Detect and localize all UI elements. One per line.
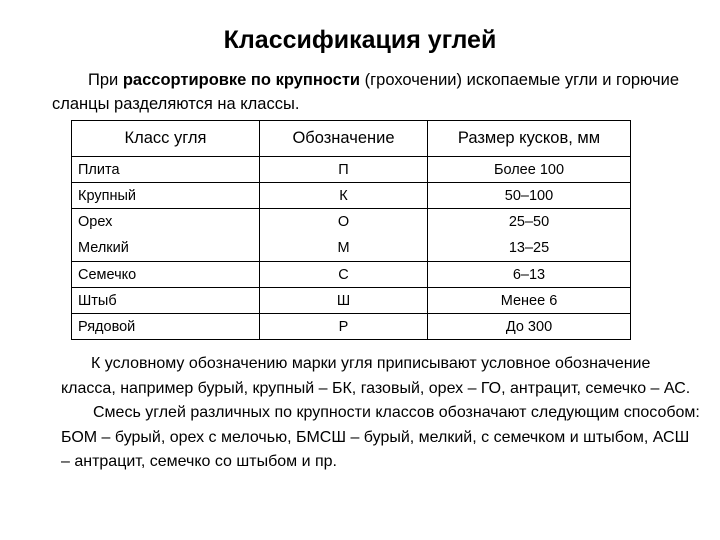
note-mixture-text: Смесь углей различных по крупности классов обозначают следующим способом: БОМ – бурый, орех с мелочью, БМСШ – бурый, мелкий, с семечком и штыбом, АСШ – антрацит, семечко со штыбом и пр. xyxy=(61,404,700,470)
cell-class-name: Плита xyxy=(72,157,260,183)
coal-class-table xyxy=(71,120,631,340)
cell-size: 50–100 xyxy=(428,183,631,209)
page-title: Классификация углей xyxy=(223,26,497,54)
cell-symbol: С xyxy=(260,262,428,288)
cell-class-name: Крупный xyxy=(72,183,260,209)
cell-size: До 300 xyxy=(428,314,631,340)
notes-section xyxy=(61,352,701,475)
note-paragraph-mixture xyxy=(61,401,701,475)
cell-size: 6–13 xyxy=(428,262,631,288)
intro-paragraph xyxy=(52,68,692,116)
note-paragraph-marking xyxy=(61,352,701,401)
cell-symbol xyxy=(260,209,428,262)
header-symbol: Обозначение xyxy=(260,121,428,157)
cell-size xyxy=(428,209,631,262)
table-row xyxy=(72,288,631,314)
table-header-row xyxy=(72,121,631,157)
cell-size: Менее 6 xyxy=(428,288,631,314)
cell-class-name-line: Мелкий xyxy=(78,240,129,256)
intro-lead: При xyxy=(88,71,123,89)
table-row xyxy=(72,209,631,262)
cell-symbol: Р xyxy=(260,314,428,340)
cell-size-line: 13–25 xyxy=(508,240,550,256)
cell-class-name xyxy=(72,209,260,262)
cell-symbol: К xyxy=(260,183,428,209)
intro-bold-term: рассортировке по крупности xyxy=(122,71,361,89)
cell-class-name: Рядовой xyxy=(72,314,260,340)
table-row xyxy=(72,314,631,340)
cell-class-name: Штыб xyxy=(72,288,260,314)
cell-symbol: Ш xyxy=(260,288,428,314)
note-marking-text: К условному обозначению марки угля приписывают условное обозначение класса, например бурый, крупный – БК, газовый, орех – ГО, антрацит, семечко – АС. xyxy=(61,355,691,397)
cell-symbol-line: О xyxy=(337,214,350,230)
table-row xyxy=(72,262,631,288)
header-size: Размер кусков, мм xyxy=(428,121,631,157)
header-class: Класс угля xyxy=(72,121,260,157)
cell-symbol: П xyxy=(260,157,428,183)
cell-symbol-line: М xyxy=(337,240,350,256)
cell-class-name: Семечко xyxy=(72,262,260,288)
cell-size: Более 100 xyxy=(428,157,631,183)
table-row xyxy=(72,183,631,209)
intro-rest: (грохочении) ископаемые угли и горючие сланцы разделяются на классы. xyxy=(52,71,680,113)
cell-size-line: 25–50 xyxy=(508,214,550,230)
table-row xyxy=(72,157,631,183)
cell-class-name-line: Орех xyxy=(78,214,113,230)
